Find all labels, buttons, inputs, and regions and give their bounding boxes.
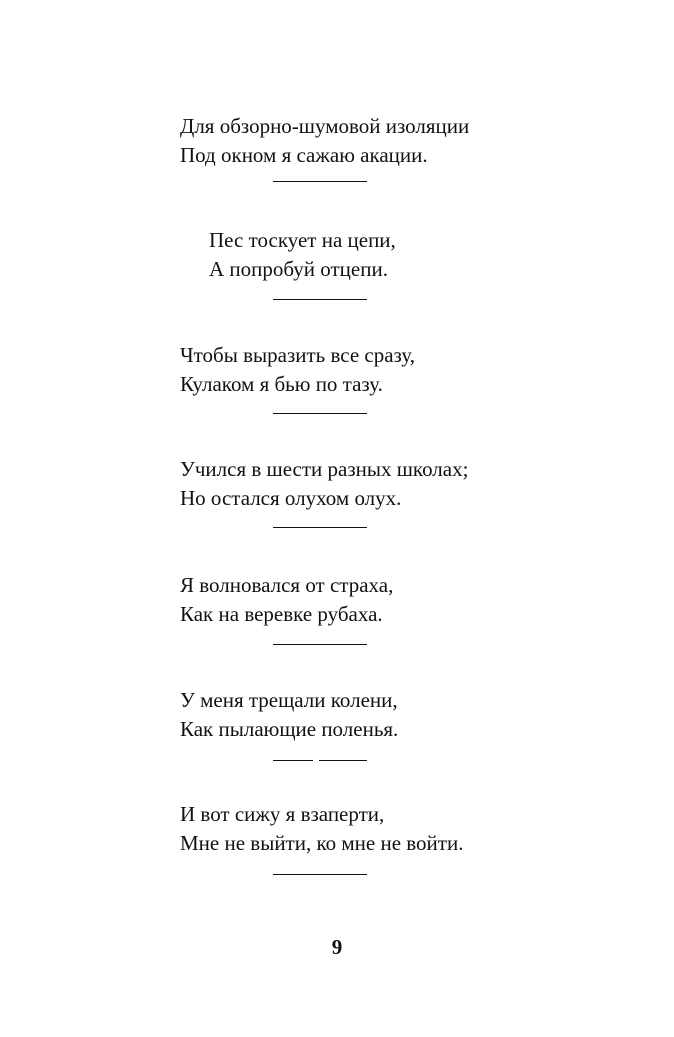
stanza-5-line-2: Как на веревке рубаха. bbox=[180, 602, 383, 626]
stanza-1-line-2: Под окном я сажаю акации. bbox=[180, 143, 428, 167]
separator-rule bbox=[273, 299, 367, 300]
separator-rule bbox=[273, 527, 367, 528]
stanza-3-line-2: Кулаком я бью по тазу. bbox=[180, 372, 383, 396]
stanza-7-line-1: И вот сижу я взаперти, bbox=[180, 802, 385, 826]
stanza-7-line-2: Мне не выйти, ко мне не войти. bbox=[180, 831, 464, 855]
stanza-2-line-2: А попробуй отцепи. bbox=[209, 257, 388, 281]
separator-rule-left bbox=[273, 760, 313, 761]
stanza-1-line-1: Для обзорно-шумовой изоляции bbox=[180, 114, 470, 138]
stanza-2 bbox=[209, 226, 396, 284]
stanza-2-line-1: Пес тоскует на цепи, bbox=[209, 228, 396, 252]
stanza-4 bbox=[180, 455, 468, 513]
separator-rule-right bbox=[319, 760, 367, 761]
separator-rule bbox=[273, 181, 367, 182]
separator-rule bbox=[273, 760, 367, 762]
separator-rule bbox=[273, 874, 367, 875]
stanza-4-line-2: Но остался олухом олух. bbox=[180, 486, 402, 510]
stanza-6 bbox=[180, 686, 398, 744]
stanza-7 bbox=[180, 800, 463, 858]
stanza-3 bbox=[180, 341, 415, 399]
stanza-4-line-1: Учился в шести разных школах; bbox=[180, 457, 469, 481]
stanza-3-line-1: Чтобы выразить все сразу, bbox=[180, 343, 416, 367]
separator-rule bbox=[273, 644, 367, 645]
stanza-5 bbox=[180, 571, 393, 629]
stanza-5-line-1: Я волновался от страха, bbox=[180, 573, 394, 597]
stanza-1 bbox=[180, 112, 469, 170]
stanza-6-line-1: У меня трещали колени, bbox=[180, 688, 398, 712]
page-number: 9 bbox=[331, 935, 343, 959]
stanza-6-line-2: Как пылающие поленья. bbox=[180, 717, 399, 741]
separator-rule bbox=[273, 413, 367, 414]
